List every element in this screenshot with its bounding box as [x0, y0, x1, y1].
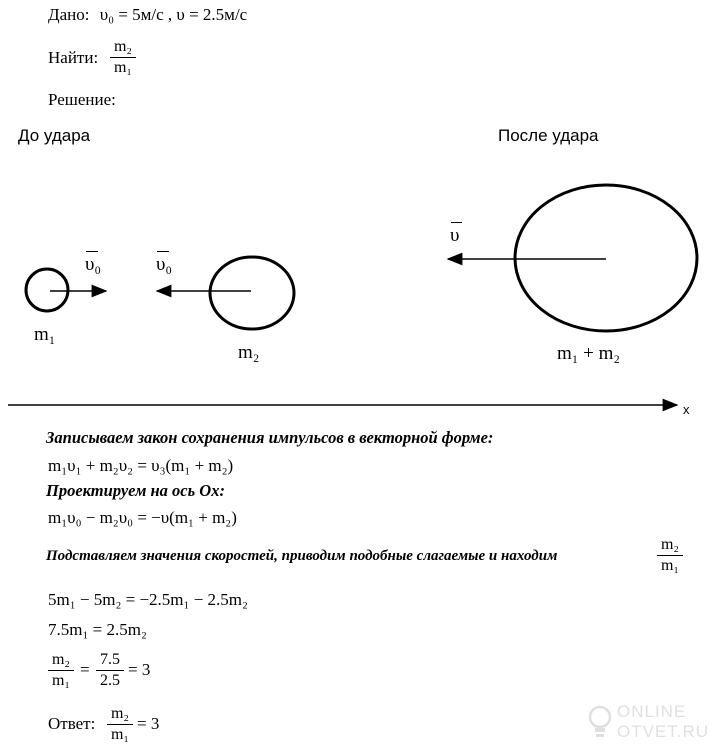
step1-formula: m₁υ₁ + m₂υ₂ = υ₃(m₁ + m₂): [48, 456, 234, 475]
step3-fraction: m₂ m₁: [657, 536, 683, 575]
watermark-line2: OTVET.RU: [617, 722, 709, 741]
given-label: Дано:: [48, 5, 90, 24]
given-formula: υ₀ = 5м/с , υ = 2.5м/с: [99, 5, 248, 24]
answer-fraction: m₂ m₁: [107, 705, 133, 744]
m2-label: m₂: [238, 342, 260, 363]
equation-2: 7.5m₁ = 2.5m₂: [48, 620, 147, 639]
equation-3-rhs: 7.5 2.5: [96, 651, 124, 690]
ball-m1: [26, 269, 68, 311]
v0-label-m1: υ₀: [85, 254, 101, 276]
ball-combined: [515, 185, 697, 331]
vector-bar: [86, 251, 98, 252]
watermark-logo: [587, 700, 709, 746]
v-label-combined: υ: [450, 225, 459, 247]
vector-bar: [157, 251, 169, 252]
step2-text: Проектируем на ось Ox:: [46, 481, 225, 500]
x-axis-label: x: [683, 402, 690, 417]
step2-formula: m₁υ₀ − m₂υ₀ = −υ(m₁ + m₂): [48, 508, 237, 527]
m1-label: m₁: [34, 324, 56, 345]
find-denominator: m₁: [113, 59, 133, 76]
lightbulb-icon: [587, 704, 613, 740]
before-impact-label: До удара: [18, 126, 91, 145]
v0-label-m2: υ₀: [156, 254, 172, 276]
step1-text: Записываем закон сохранения импульсов в векторной форме:: [46, 428, 494, 447]
equation-3-equals: =: [80, 660, 90, 679]
answer-result: = 3: [137, 714, 160, 733]
equation-1: 5m₁ − 5m₂ = −2.5m₁ − 2.5m₂: [48, 590, 248, 609]
find-label: Найти:: [48, 48, 99, 67]
answer-label: Ответ:: [48, 714, 96, 733]
watermark-line1: ONLINE: [617, 702, 687, 721]
find-numerator: m₂: [113, 38, 133, 55]
solution-label: Решение:: [48, 90, 116, 109]
ball-m2: [210, 257, 294, 329]
vector-bar: [451, 222, 462, 223]
step3-text: Подставляем значения скоростей, приводим подобные слагаемые и находим: [46, 548, 558, 564]
equation-3-result: = 3: [128, 660, 151, 679]
m1m2-label: m₁ + m₂: [557, 343, 621, 364]
after-impact-label: После удара: [498, 126, 599, 145]
equation-3-lhs: m₂ m₁: [48, 651, 74, 690]
